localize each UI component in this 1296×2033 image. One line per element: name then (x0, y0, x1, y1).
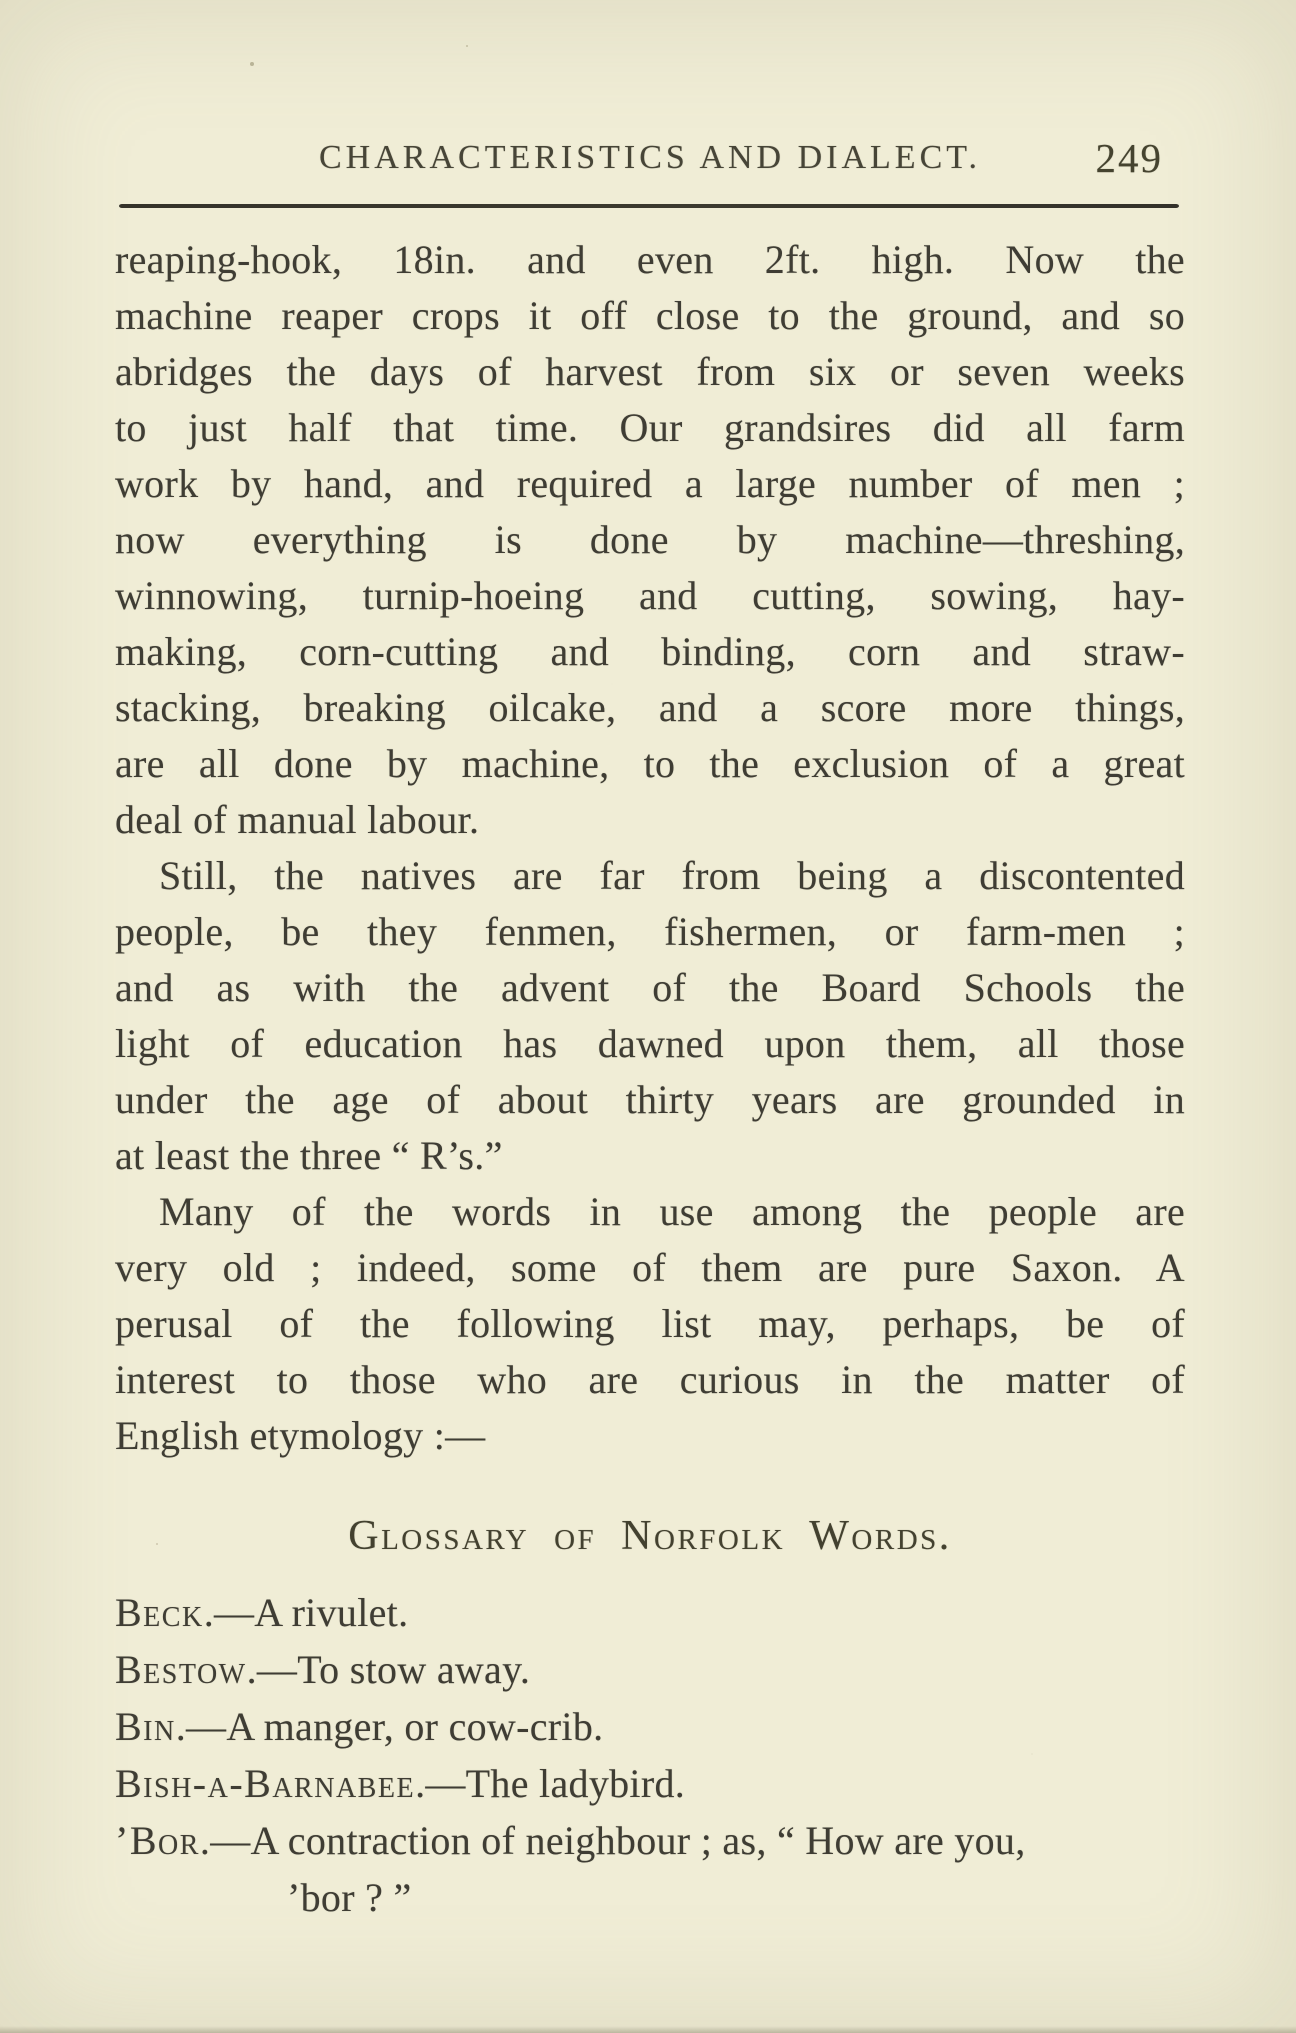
glossary-headword: ’Bor (115, 1818, 200, 1863)
text-line: work by hand, and required a large number of men ; (115, 461, 1185, 506)
glossary-entry-continuation: ’bor ? ” (287, 1875, 412, 1920)
text-line: making, corn-cutting and binding, corn and straw- (115, 629, 1185, 674)
glossary-heading: Glossary of Norfolk Words. (348, 1513, 952, 1559)
running-title: CHARACTERISTICS AND DIALECT. (319, 139, 981, 176)
header-rule (119, 204, 1179, 208)
glossary-headword: Bish-a-Barnabee (115, 1761, 416, 1806)
glossary-definition: .—To stow away. (246, 1647, 531, 1692)
text-line: Many of the words in use among the people are (159, 1189, 1185, 1234)
glossary-headword: Beck (115, 1590, 204, 1635)
body-text (115, 232, 1185, 1926)
glossary-entry (115, 1755, 1185, 1812)
glossary-headword: Bin (115, 1704, 176, 1749)
text-line: English etymology :— (115, 1413, 486, 1458)
glossary-definition: .—A contraction of neighbour ; as, “ How are you, (199, 1818, 1026, 1863)
text-line: now everything is done by machine—threshing, (115, 517, 1185, 562)
text-line: under the age of about thirty years are grounded in (115, 1077, 1185, 1122)
page-number: 249 (1095, 135, 1163, 181)
text-line: deal of manual labour. (115, 797, 480, 842)
text-line: interest to those who are curious in the matter of (115, 1357, 1185, 1402)
glossary-definition: .—The ladybird. (415, 1761, 686, 1806)
scan-speck (250, 62, 254, 66)
text-line: and as with the advent of the Board Schools the (115, 965, 1185, 1010)
text-line: at least the three “ R’s.” (115, 1133, 503, 1178)
text-line: abridges the days of harvest from six or seven weeks (115, 349, 1185, 394)
glossary-entry (115, 1641, 1185, 1698)
text-line: reaping-hook, 18in. and even 2ft. high. Now the (115, 237, 1185, 282)
text-line: machine reaper crops it off close to the ground, and so (115, 293, 1185, 338)
glossary-definition: .—A manger, or cow-crib. (175, 1704, 604, 1749)
text-line: people, be they fenmen, fishermen, or farm-men ; (115, 909, 1185, 954)
text-line: perusal of the following list may, perhaps, be of (115, 1301, 1185, 1346)
text-line: to just half that time. Our grandsires did all farm (115, 405, 1185, 450)
text-line: light of education has dawned upon them, all those (115, 1021, 1185, 1066)
glossary-entry (115, 1812, 1185, 1869)
glossary-list (115, 1584, 1185, 1926)
text-line: Still, the natives are far from being a discontented (159, 853, 1185, 898)
page-header (115, 136, 1185, 180)
glossary-entry (115, 1584, 1185, 1641)
text-line: are all done by machine, to the exclusion of a great (115, 741, 1185, 786)
text-line: very old ; indeed, some of them are pure Saxon. A (115, 1245, 1185, 1290)
text-line: winnowing, turnip-hoeing and cutting, sowing, hay- (115, 573, 1185, 618)
glossary-headword: Bestow (115, 1647, 247, 1692)
text-line: stacking, breaking oilcake, and a score more things, (115, 685, 1185, 730)
glossary-entry (115, 1698, 1185, 1755)
glossary-definition: .—A rivulet. (203, 1590, 409, 1635)
